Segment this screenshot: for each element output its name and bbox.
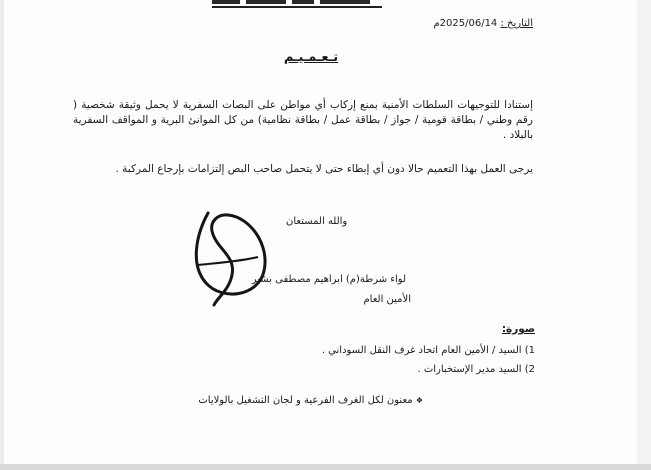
signatory-title: الأمين العام (363, 294, 411, 305)
paragraph-request: يرجى العمل بهذا التعميم حالا دون أي إبطاء حتى لا يتحمل صاحب البص إلتزامات بإرجاع المركبة . (115, 163, 533, 175)
copy-recipient (322, 345, 535, 356)
handwritten-signature (188, 205, 273, 310)
right-border (637, 0, 651, 470)
document-date (413, 18, 533, 29)
left-border (0, 0, 4, 470)
diamond-bullet-icon: ❖ (415, 396, 423, 405)
distribution-note (198, 395, 423, 406)
paragraph-instruction: إستنادا للتوجيهات السلطات الأمنية بمنع إركاب أي مواطن على البصات السفرية لا يحمل وثيقة شخصية ( رقم وطني / بطاقة قومية / جواز / بطاقة عمل / بطاقة نظامية) من كل الموانئ البرية و المواقف السفرية بالبلاد . (73, 99, 533, 141)
date-label: التاريخ : (500, 18, 533, 29)
signatory-name: لواء شرطة(م) ابراهيم مصطفى بشير (251, 274, 406, 285)
date-value: 2025/06/14م (433, 18, 498, 29)
copies-heading: صورة: (501, 323, 535, 335)
document-title: تـعـمـيـم (283, 50, 339, 65)
bottom-border (0, 464, 651, 470)
copy-text: السيد / الأمين العام اتحاد غرف النقل السوداني . (321, 345, 522, 356)
note-text: معنون لكل الغرف الفرعية و لجان التشغيل بالولايات (198, 395, 413, 406)
copy-recipient (417, 364, 535, 375)
copy-number: 2) (524, 364, 535, 375)
copy-text: السيد مدير الإستخبارات . (417, 364, 522, 375)
closing-phrase: والله المستعان (286, 216, 348, 227)
letterhead-cropped-fragment (212, 0, 382, 8)
copy-number: 1) (524, 345, 535, 356)
